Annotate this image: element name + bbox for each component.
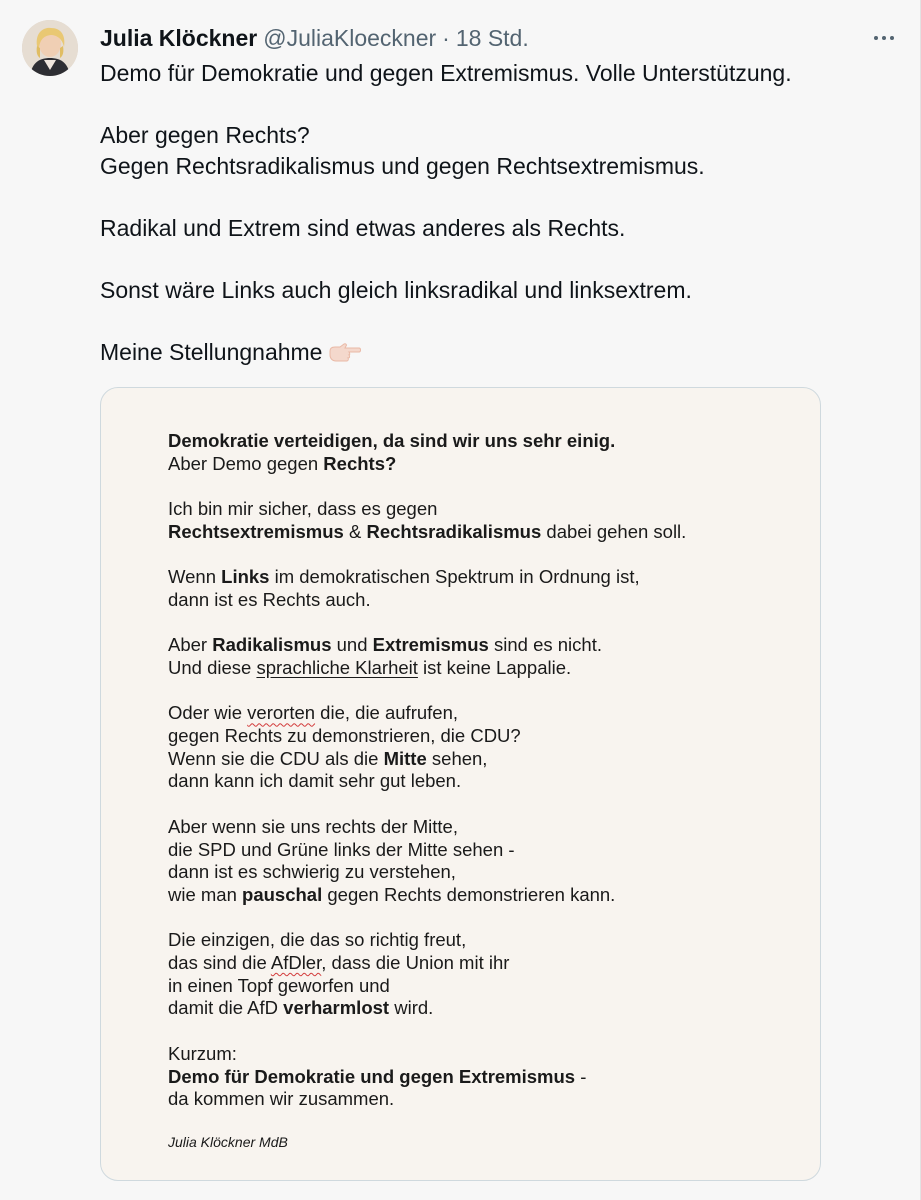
statement-text-run: das sind die bbox=[168, 952, 271, 974]
tweet-line-last bbox=[100, 337, 890, 372]
statement-text bbox=[168, 430, 788, 1111]
profile-photo-icon bbox=[22, 20, 78, 76]
spellcheck-marked-word: AfDler bbox=[270, 952, 322, 974]
statement-line: Kurzum: bbox=[168, 1042, 237, 1064]
statement-text-run: Aber Demo gegen bbox=[168, 452, 324, 474]
statement-text-run: Oder wie bbox=[168, 702, 248, 724]
statement-bold: Rechts? bbox=[323, 452, 397, 474]
avatar[interactable] bbox=[22, 20, 78, 76]
statement-text-run: die, die aufrufen, bbox=[315, 702, 459, 724]
statement-text-run: - bbox=[575, 1065, 587, 1087]
statement-bold: Mitte bbox=[383, 747, 427, 769]
statement-line: da kommen wir zusammen. bbox=[168, 1088, 395, 1110]
statement-bold: Rechtsextremismus bbox=[168, 520, 344, 542]
statement-bold: Links bbox=[221, 566, 270, 588]
tweet-line: Sonst wäre Links auch gleich linksradikal und linksextrem. bbox=[100, 277, 692, 303]
statement-text-run: Aber bbox=[168, 634, 213, 656]
tweet-text bbox=[100, 58, 890, 372]
statement-text-run: damit die AfD bbox=[168, 997, 284, 1019]
statement-text-run: gegen Rechts demonstrieren kann. bbox=[322, 883, 616, 905]
author-name[interactable]: Julia Klöckner bbox=[100, 25, 258, 51]
statement-bold: Demokratie verteidigen, da sind wir uns sehr einig. bbox=[168, 430, 616, 451]
statement-image[interactable] bbox=[100, 387, 821, 1181]
statement-text-run: Wenn sie die CDU als die bbox=[168, 747, 384, 769]
statement-bold: pauschal bbox=[242, 883, 323, 905]
statement-text-run: & bbox=[343, 520, 367, 542]
statement-bold: Rechtsradikalismus bbox=[366, 520, 542, 542]
statement-bold: verharmlost bbox=[283, 997, 390, 1019]
more-options-icon[interactable] bbox=[869, 26, 899, 50]
statement-bold: Demo für Demokratie und gegen Extremismus bbox=[168, 1065, 576, 1087]
statement-underlined: sprachliche Klarheit bbox=[256, 656, 418, 678]
statement-line: Ich bin mir sicher, dass es gegen bbox=[168, 498, 438, 520]
statement-text-run: und bbox=[331, 634, 373, 656]
tweet-line: Aber gegen Rechts? bbox=[100, 122, 310, 148]
statement-text-run: sehen, bbox=[426, 747, 488, 769]
tweet-timestamp[interactable]: 18 Std. bbox=[455, 25, 529, 51]
spellcheck-marked-word: verorten bbox=[247, 702, 316, 724]
tweet-line: Radikal und Extrem sind etwas anderes als Rechts. bbox=[100, 215, 626, 241]
statement-text-run: Wenn bbox=[168, 566, 222, 588]
statement-text-run: dabei gehen soll. bbox=[541, 520, 687, 542]
author-handle[interactable]: @JuliaKloeckner bbox=[263, 25, 437, 51]
statement-line: die SPD und Grüne links der Mitte sehen - bbox=[168, 838, 515, 860]
statement-line: dann ist es schwierig zu verstehen, bbox=[168, 861, 456, 883]
statement-text-run: wird. bbox=[389, 997, 434, 1019]
tweet-line: Gegen Rechtsradikalismus und gegen Rechtsextremismus. bbox=[100, 153, 705, 179]
statement-text-run: sind es nicht. bbox=[488, 634, 602, 656]
statement-line: Aber wenn sie uns rechts der Mitte, bbox=[168, 815, 458, 837]
statement-text-run: wie man bbox=[168, 883, 243, 905]
statement-text-run: ist keine Lappalie. bbox=[417, 656, 572, 678]
statement-line: dann kann ich damit sehr gut leben. bbox=[168, 770, 462, 792]
statement-bold: Radikalismus bbox=[212, 634, 332, 656]
statement-text-run: , dass die Union mit ihr bbox=[321, 952, 510, 974]
statement-line: Die einzigen, die das so richtig freut, bbox=[168, 929, 467, 951]
backhand-index-pointing-right-icon bbox=[328, 341, 362, 372]
tweet-line: Demo für Demokratie und gegen Extremismus. Volle Unterstützung. bbox=[100, 60, 792, 86]
meta-separator: · bbox=[442, 25, 450, 51]
tweet-line: Meine Stellungnahme bbox=[100, 339, 323, 365]
tweet-header bbox=[100, 22, 841, 54]
statement-line: gegen Rechts zu demonstrieren, die CDU? bbox=[168, 725, 521, 747]
statement-signature: Julia Klöckner MdB bbox=[168, 1134, 288, 1150]
statement-line: in einen Topf geworfen und bbox=[168, 974, 390, 996]
statement-bold: Extremismus bbox=[372, 634, 489, 656]
statement-text-run: im demokratischen Spektrum in Ordnung ist, bbox=[269, 566, 640, 588]
statement-line: dann ist es Rechts auch. bbox=[168, 588, 371, 610]
statement-text-run: Und diese bbox=[168, 656, 257, 678]
